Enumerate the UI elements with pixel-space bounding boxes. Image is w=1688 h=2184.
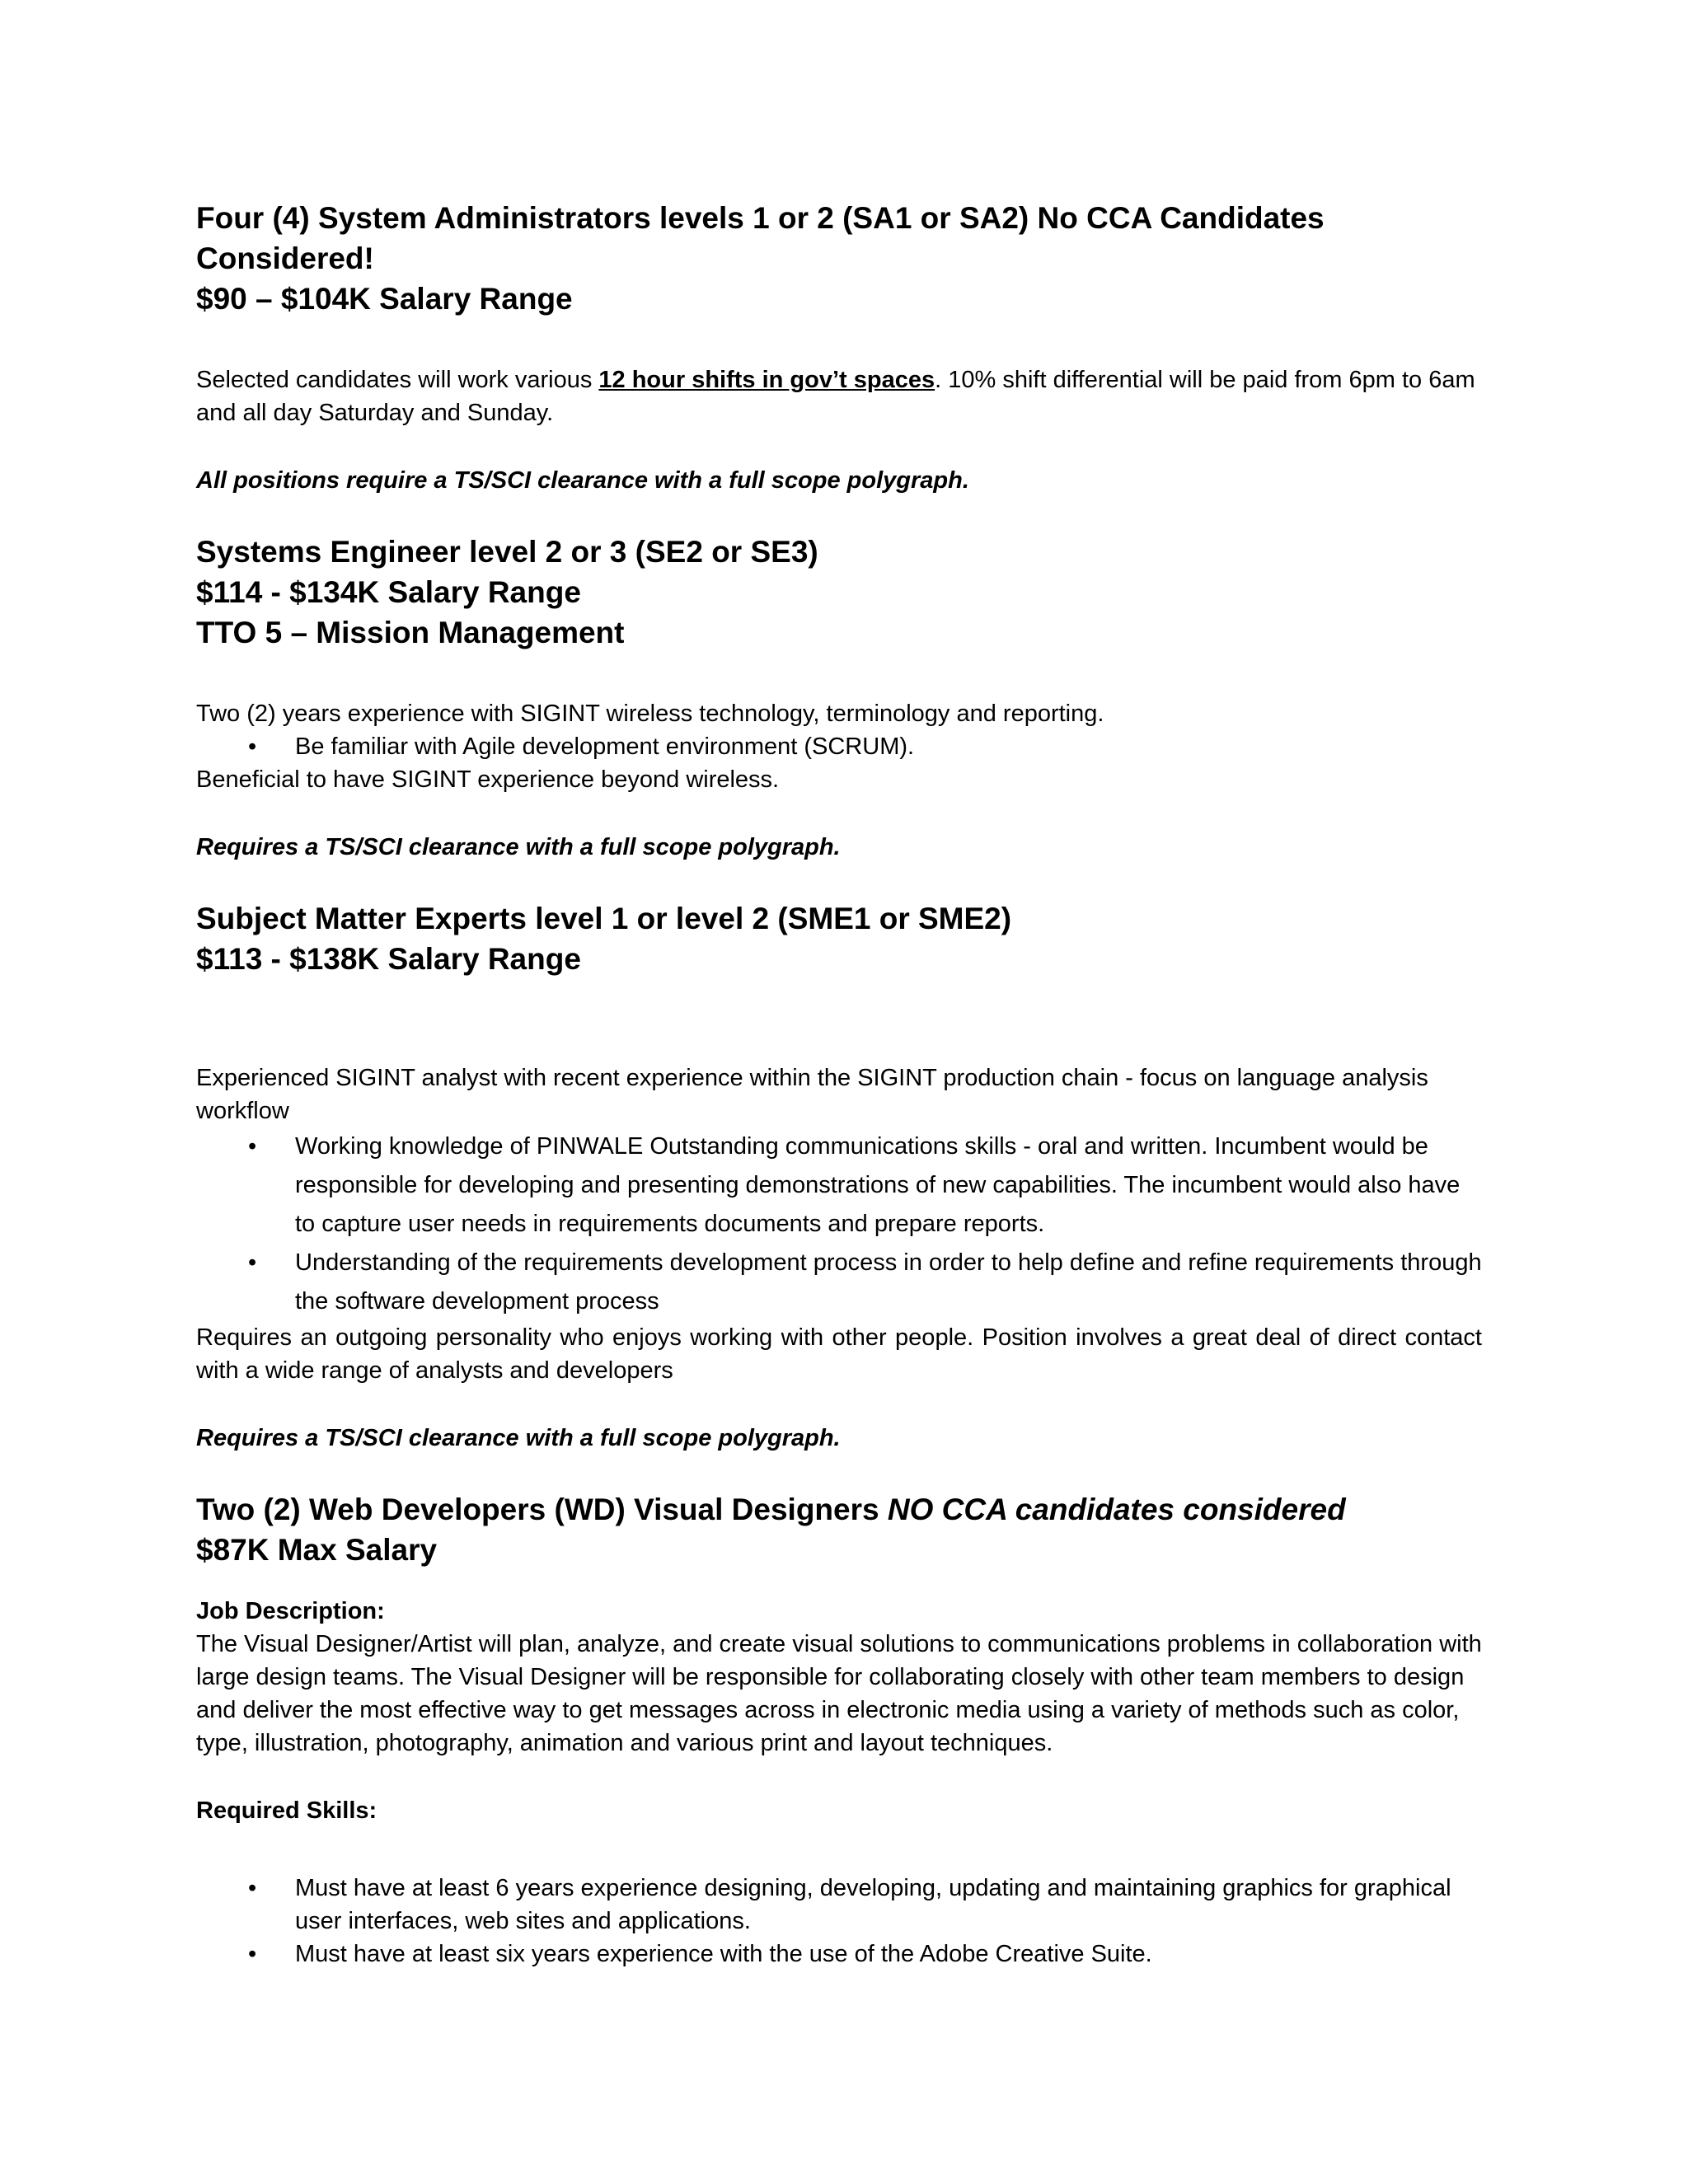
salary-range: $113 - $138K Salary Range: [196, 942, 581, 976]
job-description-label: Job Description:: [196, 1598, 385, 1624]
section-title-main: Two (2) Web Developers (WD) Visual Designers: [196, 1493, 888, 1526]
job-description: The Visual Designer/Artist will plan, analyze, and create visual solutions to communications problems in collaboration with large design teams. The Visual Designer will be responsible for collaborating closely with other team members to design and deliver the most effective way to get messages across in electronic media using a variety of methods such as color, type, illustration, photography, animation and various print and layout techniques.: [196, 1631, 1482, 1756]
list-item: [196, 1938, 1482, 1971]
required-skills-label: Required Skills:: [196, 1797, 377, 1824]
list-item-text: Must have at least 6 years experience designing, developing, updating and maintaining graphics for graphical user interfaces, web sites and applications.: [295, 1875, 1451, 1934]
experience-requirement: Two (2) years experience with SIGINT wireless technology, terminology and reporting.: [196, 701, 1104, 727]
list-item: [196, 1127, 1482, 1244]
analyst-description: Experienced SIGINT analyst with recent experience within the SIGINT production chain - focus on language analysis workflow: [196, 1065, 1428, 1124]
shift-description-text: Selected candidates will work various: [196, 367, 599, 393]
list-item-text: Be familiar with Agile development environment (SCRUM).: [295, 733, 915, 760]
list-item-text: Working knowledge of PINWALE Outstanding communications skills - oral and written. Incumbent would be responsible for developing and presenting demonstrations of new capabilities. The incumbent would also have to capture user needs in requirements documents and prepare reports.: [295, 1133, 1461, 1237]
bullet-icon: •: [248, 733, 257, 760]
list-item: [196, 1244, 1482, 1321]
list-item-text: Must have at least six years experience with the use of the Adobe Creative Suite.: [295, 1941, 1152, 1967]
bullet-icon: •: [248, 1941, 257, 1967]
shift-highlight: 12 hour shifts in gov’t spaces: [598, 367, 935, 393]
requirement-list: [196, 730, 1482, 763]
list-item: [196, 730, 1482, 763]
clearance-requirement: All positions require a TS/SCI clearance with a full scope polygraph.: [196, 467, 969, 494]
section-title: [196, 1489, 1482, 1530]
shift-description-text: . 10% shift differential will be paid from 6pm to 6am and all day Saturday and Sunday.: [196, 367, 1475, 426]
section-system-administrators: [196, 198, 1482, 532]
clearance-requirement: Requires a TS/SCI clearance with a full scope polygraph.: [196, 834, 841, 860]
beneficial-note: Beneficial to have SIGINT experience beyond wireless.: [196, 766, 780, 793]
section-title: Four (4) System Administrators levels 1 or 2 (SA1 or SA2) No CCA Candidates Considered!: [196, 201, 1325, 275]
personality-note: Requires an outgoing personality who enjoys working with other people. Position involves a great deal of direct contact with a wide range of analysts and developers: [196, 1324, 1482, 1384]
section-title-note: NO CCA candidates considered: [887, 1493, 1346, 1526]
requirement-list: [196, 1127, 1482, 1321]
bullet-icon: •: [248, 1249, 257, 1276]
bullet-icon: •: [248, 1875, 257, 1901]
document-content: [196, 198, 1482, 1971]
bullet-icon: •: [248, 1133, 257, 1160]
section-subject-matter-experts: [196, 898, 1482, 1489]
salary-range: $87K Max Salary: [196, 1533, 438, 1567]
section-title: Subject Matter Experts level 1 or level 2 (SME1 or SME2): [196, 902, 1012, 935]
list-item-text: Understanding of the requirements development process in order to help define and refine requirements through the software development process: [295, 1249, 1482, 1315]
salary-range: $90 – $104K Salary Range: [196, 282, 573, 316]
shift-description: [196, 363, 1482, 429]
section-systems-engineer: [196, 532, 1482, 898]
list-item: [196, 1872, 1482, 1938]
clearance-requirement: Requires a TS/SCI clearance with a full scope polygraph.: [196, 1425, 841, 1451]
program-group: TTO 5 – Mission Management: [196, 616, 625, 649]
section-web-developers: [196, 1489, 1482, 1971]
skills-list: [196, 1872, 1482, 1971]
salary-range: $114 - $134K Salary Range: [196, 575, 581, 609]
section-title: Systems Engineer level 2 or 3 (SE2 or SE3): [196, 535, 818, 569]
